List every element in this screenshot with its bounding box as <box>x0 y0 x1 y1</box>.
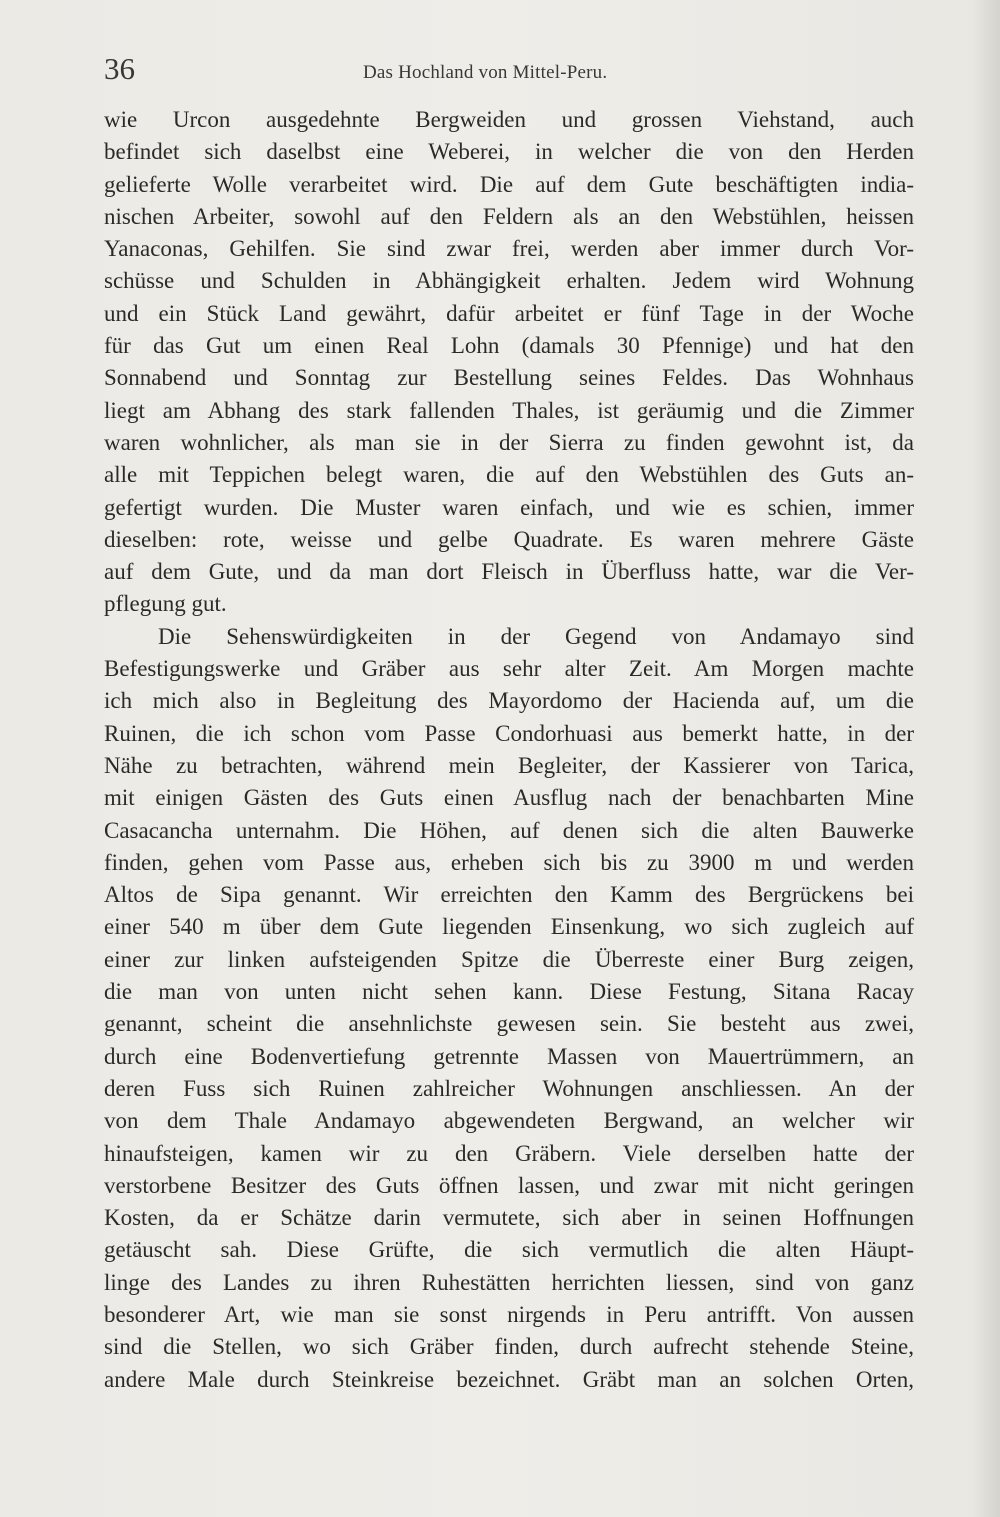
text-line: nischen Arbeiter, sowohl auf den Feldern als an den Webstühlen, heissen <box>104 203 914 229</box>
text-line: linge des Landes zu ihren Ruhestätten herrichten liessen, sind von ganz <box>104 1269 914 1295</box>
page-edge-shadow <box>972 0 1000 1517</box>
text-line: getäuscht sah. Diese Grüfte, die sich vermutlich die alten Häupt- <box>104 1237 914 1263</box>
text-line: liegt am Abhang des stark fallenden Thales, ist geräumig und die Zimmer <box>104 397 914 423</box>
page-header <box>104 44 914 94</box>
text-line: sind die Stellen, wo sich Gräber finden, durch aufrecht stehende Steine, <box>104 1334 914 1360</box>
text-line: gelieferte Wolle verarbeitet wird. Die auf dem Gute beschäftigten india- <box>104 171 914 197</box>
text-line: hinaufsteigen, kamen wir zu den Gräbern. Viele derselben hatte der <box>104 1140 914 1166</box>
text-line: genannt, scheint die ansehnlichste gewesen sein. Sie besteht aus zwei, <box>104 1011 914 1037</box>
text-line: ich mich also in Begleitung des Mayordomo der Hacienda auf, um die <box>104 688 914 714</box>
text-line: gefertigt wurden. Die Muster waren einfach, und wie es schien, immer <box>104 494 914 520</box>
text-line: Ruinen, die ich schon vom Passe Condorhuasi aus bemerkt hatte, in der <box>104 720 914 746</box>
text-line: einer zur linken aufsteigenden Spitze die Überreste einer Burg zeigen, <box>104 946 914 972</box>
text-line: Altos de Sipa genannt. Wir erreichten den Kamm des Bergrückens bei <box>104 882 914 908</box>
text-line: alle mit Teppichen belegt waren, die auf den Webstühlen des Guts an- <box>104 462 914 488</box>
page-number: 36 <box>104 51 135 86</box>
text-line: Casacancha unternahm. Die Höhen, auf denen sich die alten Bauwerke <box>104 817 914 843</box>
text-line: pflegung gut. <box>104 591 227 617</box>
paragraph-first-line: Die Sehenswürdigkeiten in der Gegend von Andamayo sind <box>158 623 914 649</box>
text-line: dieselben: rote, weisse und gelbe Quadrate. Es waren mehrere Gäste <box>104 526 914 552</box>
text-line: auf dem Gute, und da man dort Fleisch in Überfluss hatte, war die Ver- <box>104 559 914 585</box>
text-line: Befestigungswerke und Gräber aus sehr alter Zeit. Am Morgen machte <box>104 656 914 682</box>
text-line: andere Male durch Steinkreise bezeichnet. Gräbt man an solchen Orten, <box>104 1366 914 1392</box>
body-text <box>104 104 914 1396</box>
text-line: mit einigen Gästen des Guts einen Ausflug nach der benachbarten Mine <box>104 785 914 811</box>
text-line: die man von unten nicht sehen kann. Diese Festung, Sitana Racay <box>104 979 914 1005</box>
text-line: einer 540 m über dem Gute liegenden Einsenkung, wo sich zugleich auf <box>104 914 914 940</box>
text-line: verstorbene Besitzer des Guts öffnen lassen, und zwar mit nicht geringen <box>104 1172 914 1198</box>
text-line: durch eine Bodenvertiefung getrennte Massen von Mauertrümmern, an <box>104 1043 914 1069</box>
text-line: finden, gehen vom Passe aus, erheben sich bis zu 3900 m und werden <box>104 849 914 875</box>
text-line: schüsse und Schulden in Abhängigkeit erhalten. Jedem wird Wohnung <box>104 268 914 294</box>
text-line: Nähe zu betrachten, während mein Begleiter, der Kassierer von Tarica, <box>104 752 914 778</box>
text-line: waren wohnlicher, als man sie in der Sierra zu finden gewohnt ist, da <box>104 429 914 455</box>
text-line: von dem Thale Andamayo abgewendeten Bergwand, an welcher wir <box>104 1108 914 1134</box>
text-line: und ein Stück Land gewährt, dafür arbeitet er fünf Tage in der Woche <box>104 300 914 326</box>
text-line: für das Gut um einen Real Lohn (damals 30 Pfennige) und hat den <box>104 333 914 359</box>
text-line: Kosten, da er Schätze darin vermutete, sich aber in seinen Hoffnungen <box>104 1205 914 1231</box>
text-line: Yanaconas, Gehilfen. Sie sind zwar frei, werden aber immer durch Vor- <box>104 236 914 262</box>
text-line: Sonnabend und Sonntag zur Bestellung seines Feldes. Das Wohnhaus <box>104 365 914 391</box>
text-line: befindet sich daselbst eine Weberei, in welcher die von den Herden <box>104 139 914 165</box>
text-line: besonderer Art, wie man sie sonst nirgends in Peru antrifft. Von aussen <box>104 1301 914 1327</box>
running-head: Das Hochland von Mittel-Peru. <box>363 62 608 83</box>
text-line: deren Fuss sich Ruinen zahlreicher Wohnungen anschliessen. An der <box>104 1075 914 1101</box>
text-line: wie Urcon ausgedehnte Bergweiden und grossen Viehstand, auch <box>104 107 914 132</box>
